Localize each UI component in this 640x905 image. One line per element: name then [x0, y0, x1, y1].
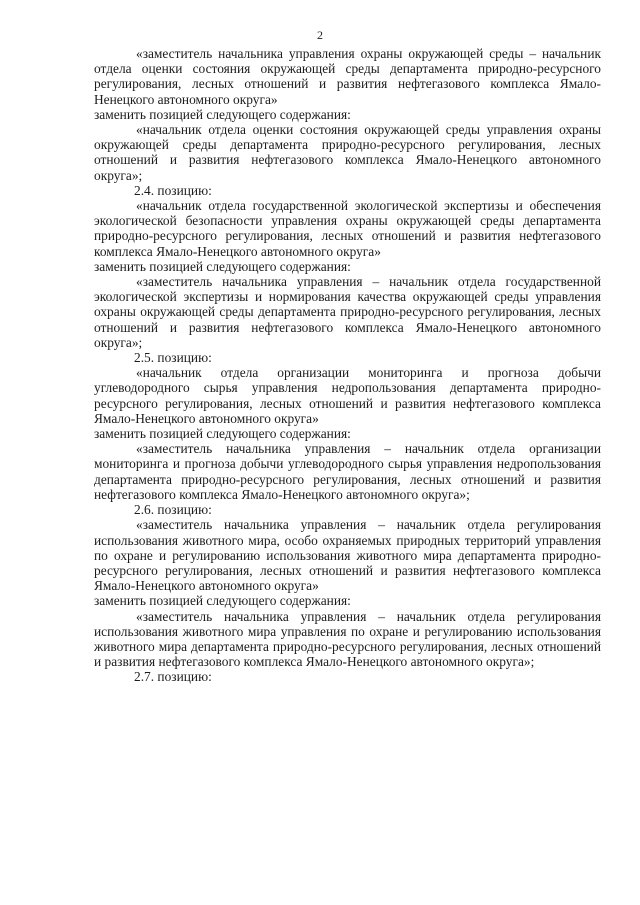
replacement-instruction: заменить позицией следующего содержания:	[94, 426, 351, 442]
item-heading: 2.7. позицию:	[134, 669, 212, 685]
replacement-instruction: заменить позицией следующего содержания:	[94, 106, 351, 122]
quoted-position: «заместитель начальника управления – начальник отдела организации мониторинга и прогноза добычи углеводородного сырья управления недропользования департамента природно-ресурсного регулирования, лесных отношений и развития нефтегазового комплекса Ямало-Ненецкого автономного округа»;	[94, 441, 601, 502]
replacement-instruction: заменить позицией следующего содержания:	[94, 593, 351, 609]
item-heading: 2.4. позицию:	[134, 182, 212, 198]
replacement-instruction: заменить позицией следующего содержания:	[94, 258, 351, 274]
quoted-position: «заместитель начальника управления – начальник отдела регулирования использования животного мира управления по охране и регулированию использования животного мира департамента природно-ресурсного регулирования, лесных отношений и развития нефтегазового комплекса Ямало-Ненецкого автономного округа»;	[94, 608, 601, 670]
item-heading: 2.5. позицию:	[134, 350, 212, 366]
item-heading: 2.6. позицию:	[134, 502, 212, 518]
quoted-position: «заместитель начальника управления – начальник отдела регулирования использования животного мира, особо охраняемых природных территорий управления по охране и регулированию использования животного мира департамента природно-ресурсного регулирования, лесных отношений и развития нефтегазового комплекса Ямало-Ненецкого автономного округа»	[94, 517, 601, 594]
quoted-position: «заместитель начальника управления – начальник отдела государственной экологической экспертизы и нормирования качества окружающей среды управления охраны окружающей среды департамента природно-ресурсного регулирования, лесных отношений и развития нефтегазового комплекса Ямало-Ненецкого автономного округа»;	[94, 274, 601, 350]
quoted-position: «заместитель начальника управления охраны окружающей среды – начальник отдела оценки состояния окружающей среды департамента природно-ресурсного регулирования, лесных отношений и развития нефтегазового комплекса Ямало-Ненецкого автономного округа»	[94, 46, 601, 107]
page-number: 2	[317, 28, 323, 42]
quoted-position: «начальник отдела организации мониторинга и прогноза добычи углеводородного сырья управления недропользования департамента природно-ресурсного регулирования, лесных отношений и развития нефтегазового комплекса Ямало-Ненецкого автономного округа»	[94, 365, 601, 426]
quoted-position: «начальник отдела оценки состояния окружающей среды управления охраны окружающей среды департамента природно-ресурсного регулирования, лесных отношений и развития нефтегазового комплекса Ямало-Ненецкого автономного округа»;	[94, 122, 601, 183]
quoted-position: «начальник отдела государственной экологической экспертизы и обеспечения экологической безопасности управления охраны окружающей среды департамента природно-ресурсного регулирования, лесных отношений и развития нефтегазового комплекса Ямало-Ненецкого автономного округа»	[94, 198, 601, 259]
document-body	[94, 46, 601, 685]
